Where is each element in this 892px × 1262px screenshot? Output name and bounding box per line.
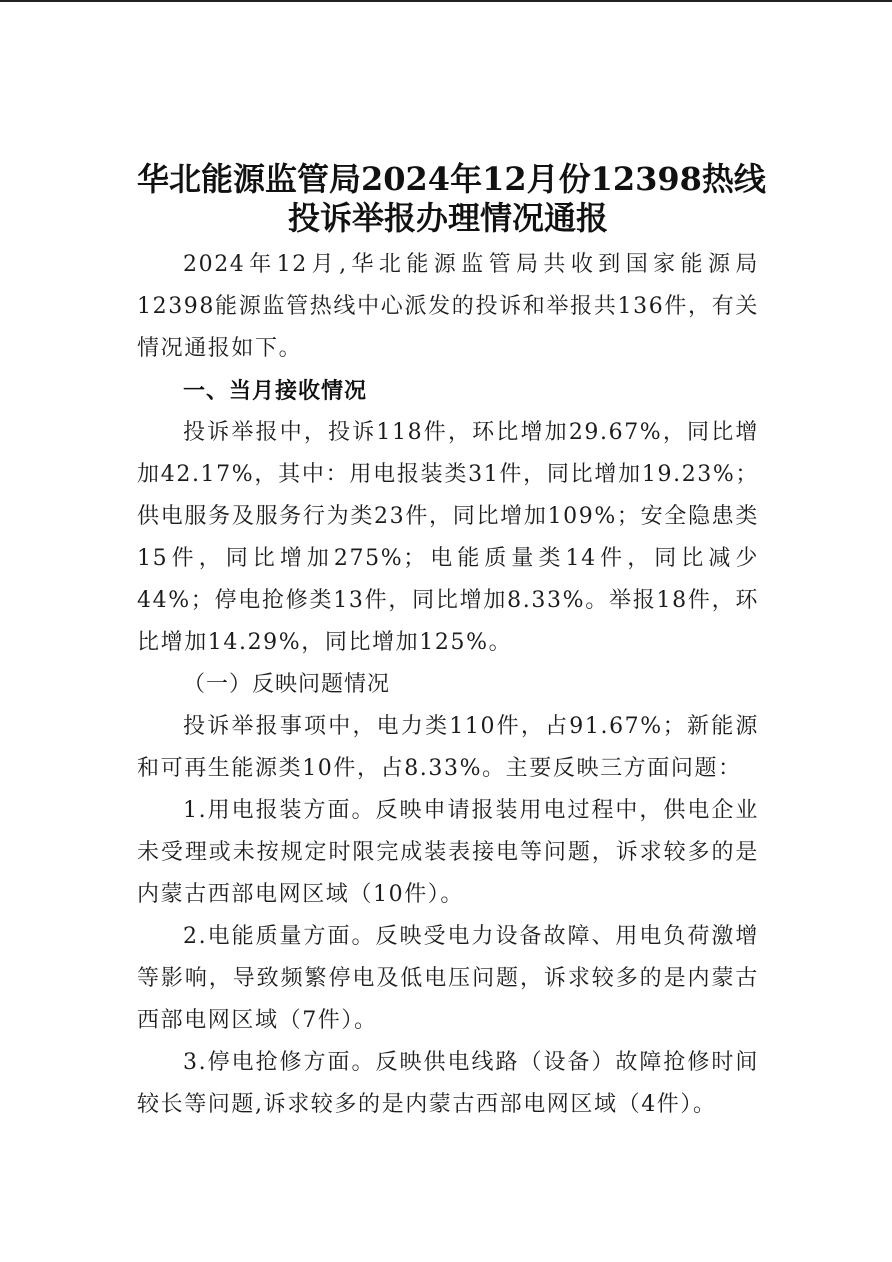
intro-paragraph: 2024年12月,华北能源监管局共收到国家能源局12398能源监管热线中心派发的投诉和举报共136件，有关情况通报如下。 bbox=[137, 252, 759, 361]
top-border-line bbox=[0, 0, 892, 2]
section-1-paragraph: 投诉举报中，投诉118件，环比增加29.67%，同比增加42.17%，其中：用电报装类31件，同比增加19.23%；供电服务及服务行为类23件，同比增加109%；安全隐患类15件，同比增加275%；电能质量类14件，同比减少44%；停电抢修类13件，同比增加8.33%。举报18件，环比增加14.29%，同比增加125%。 bbox=[137, 420, 759, 655]
document-title-line-1: 华北能源监管局2024年12月份12398热线 bbox=[137, 160, 766, 198]
list-item-2: 2.电能质量方面。反映受电力设备故障、用电负荷激增等影响，导致频繁停电及低电压问题，诉求较多的是内蒙古西部电网区域（7件）。 bbox=[137, 924, 759, 1033]
section-heading-1: 一、当月接收情况 bbox=[183, 378, 368, 404]
list-item-3: 3.停电抢修方面。反映供电线路（设备）故障抢修时间较长等问题,诉求较多的是内蒙古西部电网区域（4件）。 bbox=[137, 1050, 759, 1117]
subsection-heading-1: （一）反映问题情况 bbox=[183, 672, 391, 697]
subsection-1-paragraph: 投诉举报事项中，电力类110件，占91.67%；新能源和可再生能源类10件，占8.33%。主要反映三方面问题： bbox=[137, 714, 759, 781]
document-title-line-2: 投诉举报办理情况通报 bbox=[287, 199, 608, 237]
list-item-1: 1.用电报装方面。反映申请报装用电过程中，供电企业未受理或未按规定时限完成装表接电等问题，诉求较多的是内蒙古西部电网区域（10件）。 bbox=[137, 798, 759, 907]
